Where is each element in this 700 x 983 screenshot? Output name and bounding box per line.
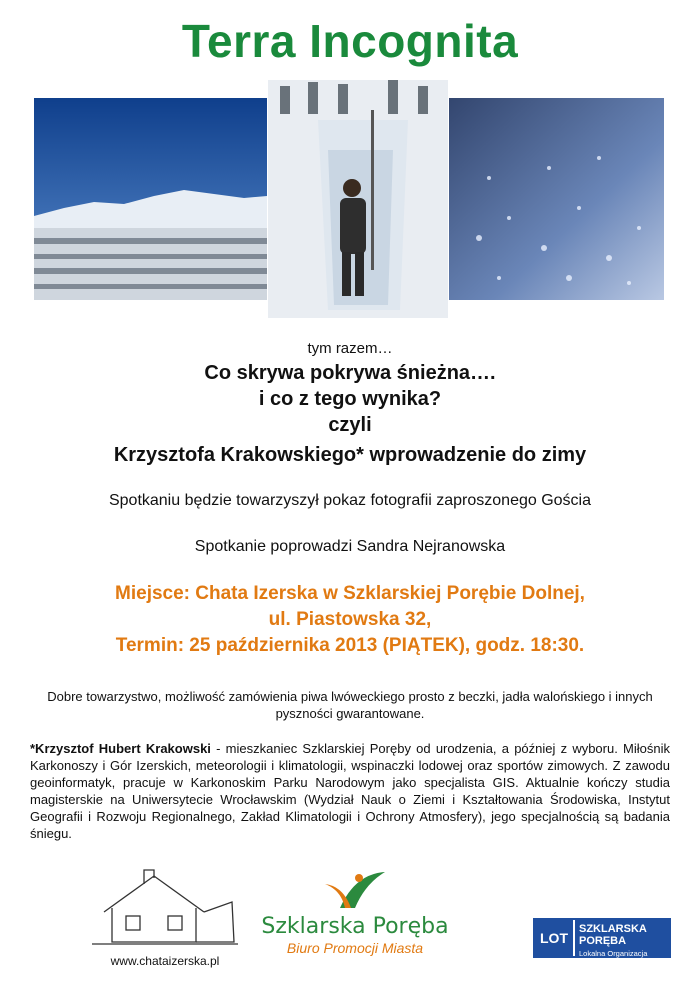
- lot-subtitle: Lokalna Organizacja Turystyczna: [579, 949, 648, 967]
- lot-logo: [533, 918, 671, 967]
- photo-show-info: Spotkaniu będzie towarzyszył pokaz fotografii zaproszonego Gościa: [108, 492, 592, 509]
- snow-pit-photo: [268, 80, 448, 318]
- event-place: Miejsce: Chata Izerska w Szklarskiej Porębie Dolnej,: [115, 583, 585, 604]
- host-info: Spotkanie poprowadzi Sandra Nejranowska: [194, 538, 506, 555]
- headline-line-4: Krzysztofa Krakowskiego* wprowadzenie do zimy: [113, 444, 587, 466]
- sponsor-footer: [0, 862, 700, 972]
- chata-izerska-logo: [70, 862, 260, 972]
- poster-title: Terra Incognita: [181, 15, 519, 67]
- headline-line-2: i co z tego wynika?: [258, 388, 442, 410]
- guest-name: *Krzysztof Hubert Krakowski: [30, 741, 211, 756]
- photo-strip: [34, 80, 664, 318]
- lot-badge: LOT: [535, 920, 573, 956]
- frost-crystals-photo: [449, 98, 664, 300]
- chata-website-link[interactable]: www.chataizerska.pl: [110, 954, 220, 968]
- mountain-forest-photo: [34, 98, 267, 300]
- chalet-sketch-icon: [84, 862, 244, 950]
- leaf-swoosh-icon: [255, 868, 455, 914]
- intro-text: tym razem…: [307, 340, 393, 357]
- headline-line-3: czyli: [328, 414, 372, 436]
- lot-text: [573, 920, 669, 967]
- szklarska-poreba-logo: [255, 868, 455, 972]
- guest-bio: [30, 740, 670, 842]
- refreshments-note: Dobre towarzystwo, możliwość zamówienia piwa lwóweckiego prosto z beczki, jadła walońskiego i innych pyszności gwarantowane.: [47, 689, 653, 721]
- szklarska-name: Szklarska Poręba: [261, 914, 449, 939]
- szklarska-subtitle: Biuro Promocji Miasta: [286, 940, 424, 956]
- headline-line-1: Co skrywa pokrywa śnieżna….: [204, 362, 496, 384]
- event-street: ul. Piastowska 32,: [268, 609, 432, 630]
- guest-bio-text: - mieszkaniec Szklarskiej Poręby od urodzenia, a później z wyboru. Miłośnik Karkonoszy i Gór Izerskich, meteorologii i klimatologii, wspinaczki lodowej oraz sportów zimowych. Z zawodu geoinformatyk, pracuje w Karkonoskim Parku Narodowym jako specjalista GIS. Aktualnie kończy studia magisterskie na Uniwersytecie Wrocławskim (Wydział Nauk o Ziemi i Kształtowania Środowiska, Instytut Geografii i Rozwoju Regionalnego, Zakład Klimatologii i Ochrony Atmosfery), jego specjalnością są badania śniegu.: [30, 741, 670, 841]
- event-date: Termin: 25 października 2013 (PIĄTEK), godz. 18:30.: [115, 635, 585, 656]
- lot-title: SZKLARSKA PORĘBA: [579, 923, 647, 947]
